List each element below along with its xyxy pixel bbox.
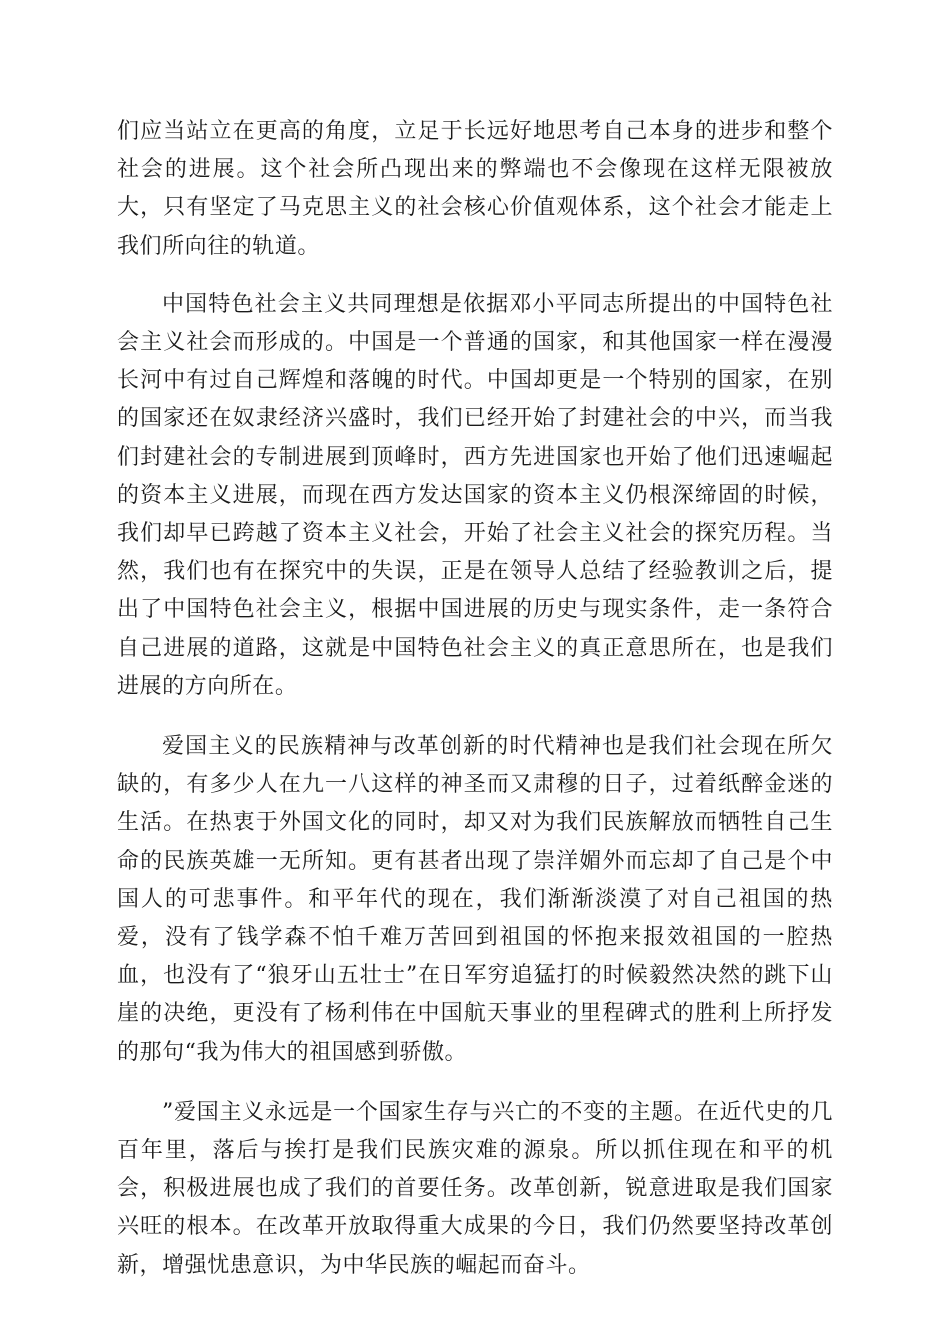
- paragraph-continuation: 们应当站立在更高的角度，立足于长远好地思考自己本身的进步和整个社会的进展。这个社会所凸现出来的弊端也不会像现在这样无限被放大，只有坚定了马克思主义的社会核心价值观体系，这个社会才能走上我们所向往的轨道。: [117, 119, 833, 259]
- paragraph-patriotism-theme: ”爱国主义永远是一个国家生存与兴亡的不变的主题。在近代史的几百年里，落后与挨打是我们民族灾难的源泉。所以抓住现在和平的机会，积极进展也成了我们的首要任务。改革创新，锐意进取是我们国家兴旺的根本。在改革开放取得重大成果的今日，我们仍然要坚持改革创新，增强忧患意识，为中华民族的崛起而奋斗。: [117, 1099, 833, 1278]
- document-body: [117, 113, 833, 1285]
- paragraph-socialism-ideal: 中国特色社会主义共同理想是依据邓小平同志所提出的中国特色社会主义社会而形成的。中国是一个普通的国家，和其他国家一样在漫漫长河中有过自己辉煌和落魄的时代。中国却更是一个特别的国家，在别的国家还在奴隶经济兴盛时，我们已经开始了封建社会的中兴，而当我们封建社会的专制进展到顶峰时，西方先进国家也开始了他们迅速崛起的资本主义进展，而现在西方发达国家的资本主义仍根深缔固的时候，我们却早已跨越了资本主义社会，开始了社会主义社会的探究历程。当然，我们也有在探究中的失误，正是在领导人总结了经验教训之后，提出了中国特色社会主义，根据中国进展的历史与现实条件，走一条符合自己进展的道路，这就是中国特色社会主义的真正意思所在，也是我们进展的方向所在。: [117, 291, 833, 699]
- paragraph-national-spirit: 爱国主义的民族精神与改革创新的时代精神也是我们社会现在所欠缺的，有多少人在九一八这样的神圣而又肃穆的日子，过着纸醉金迷的生活。在热衷于外国文化的同时，却又对为我们民族解放而牺牲自己生命的民族英雄一无所知。更有甚者出现了崇洋媚外而忘却了自己是个中国人的可悲事件。和平年代的现在，我们渐渐淡漠了对自己祖国的热爱，没有了钱学森不怕千难万苦回到祖国的怀抱来报效祖国的一腔热血，也没有了“狼牙山五壮士”在日军穷追猛打的时候毅然决然的跳下山崖的决绝，更没有了杨利伟在中国航天事业的里程碑式的胜利上所抒发的那句“我为伟大的祖国感到骄傲。: [117, 734, 833, 1065]
